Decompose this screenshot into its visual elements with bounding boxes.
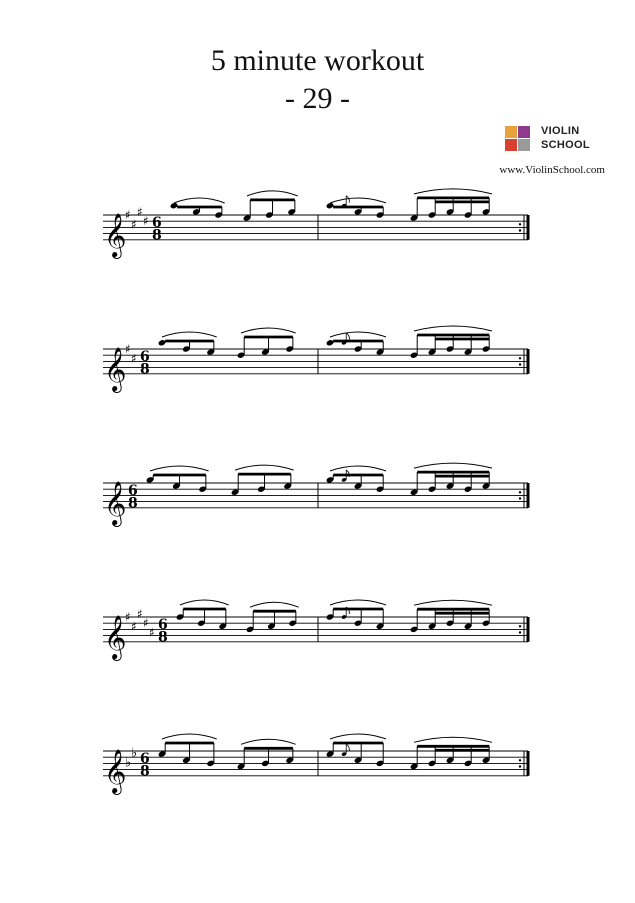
slur xyxy=(180,600,229,605)
flat-icon: ♭ xyxy=(125,755,132,771)
slur xyxy=(250,602,299,607)
staff-5 xyxy=(103,734,530,795)
final-bar-line xyxy=(527,483,530,508)
sharp-icon: ♯ xyxy=(125,342,131,356)
staff-1 xyxy=(103,189,530,259)
slur xyxy=(162,734,217,739)
sharp-icon: ♯ xyxy=(131,619,137,634)
sharp-icon: ♯ xyxy=(125,610,131,624)
final-bar-line xyxy=(527,751,530,776)
website-url: www.ViolinSchool.com xyxy=(499,164,605,176)
slur xyxy=(414,600,492,605)
sharp-icon: ♯ xyxy=(149,625,155,640)
time-signature-top: 6 xyxy=(140,348,150,365)
sharp-icon: ♯ xyxy=(137,204,143,219)
sharp-icon: ♯ xyxy=(131,351,137,366)
time-signature-bottom: 8 xyxy=(140,763,150,780)
sharp-icon: ♯ xyxy=(131,217,137,232)
sharp-icon: ♯ xyxy=(143,616,149,631)
slur xyxy=(235,465,294,470)
repeat-dot xyxy=(519,229,521,231)
slur xyxy=(174,198,225,203)
treble-clef-icon: 𝄞 xyxy=(104,748,127,793)
repeat-dot xyxy=(519,491,521,493)
grace-note-flag xyxy=(346,333,349,340)
treble-clef-icon: 𝄞 xyxy=(104,480,127,525)
final-bar-line xyxy=(527,349,530,374)
time-signature-bottom: 8 xyxy=(152,227,162,244)
slur xyxy=(414,189,492,194)
flat-icon: ♭ xyxy=(131,746,138,762)
staff-3 xyxy=(103,463,530,527)
treble-clef-icon: 𝄞 xyxy=(104,346,127,391)
repeat-dot xyxy=(519,625,521,627)
sharp-icon: ♯ xyxy=(125,208,131,222)
slur xyxy=(150,466,209,471)
repeat-dot xyxy=(519,631,521,633)
slur xyxy=(330,734,386,739)
final-bar-line xyxy=(527,617,530,642)
time-signature-bottom: 8 xyxy=(158,629,168,646)
repeat-dot xyxy=(519,759,521,761)
time-signature-top: 6 xyxy=(140,750,150,767)
sharp-icon: ♯ xyxy=(143,214,149,229)
staff-4 xyxy=(103,600,530,661)
time-signature-top: 6 xyxy=(158,616,168,633)
slur xyxy=(414,326,492,331)
sharp-icon: ♯ xyxy=(137,606,143,621)
slur xyxy=(330,466,386,471)
time-signature-bottom: 8 xyxy=(140,361,150,378)
slur xyxy=(414,737,492,742)
slur xyxy=(330,600,386,605)
slur xyxy=(241,328,296,333)
repeat-dot xyxy=(519,357,521,359)
slur xyxy=(414,463,492,468)
page-title: 5 minute workout xyxy=(210,44,425,77)
repeat-dot xyxy=(519,497,521,499)
repeat-dot xyxy=(519,363,521,365)
repeat-dot xyxy=(519,223,521,225)
treble-clef-icon: 𝄞 xyxy=(104,614,127,659)
repeat-dot xyxy=(519,765,521,767)
logo-text-violin: VIOLIN xyxy=(541,125,580,137)
logo-text-school: SCHOOL xyxy=(541,139,590,151)
grace-note-flag xyxy=(346,744,349,751)
exercise-number: - 29 - xyxy=(285,82,350,115)
slur xyxy=(241,739,296,744)
staff-2 xyxy=(103,326,530,393)
time-signature-bottom: 8 xyxy=(128,495,138,512)
note-head xyxy=(326,202,335,209)
slur xyxy=(330,332,386,337)
time-signature-top: 6 xyxy=(152,214,162,231)
slur xyxy=(330,198,386,203)
time-signature-top: 6 xyxy=(128,482,138,499)
slur xyxy=(162,332,217,337)
final-bar-line xyxy=(527,215,530,240)
slur xyxy=(247,191,298,196)
treble-clef-icon: 𝄞 xyxy=(104,212,127,257)
